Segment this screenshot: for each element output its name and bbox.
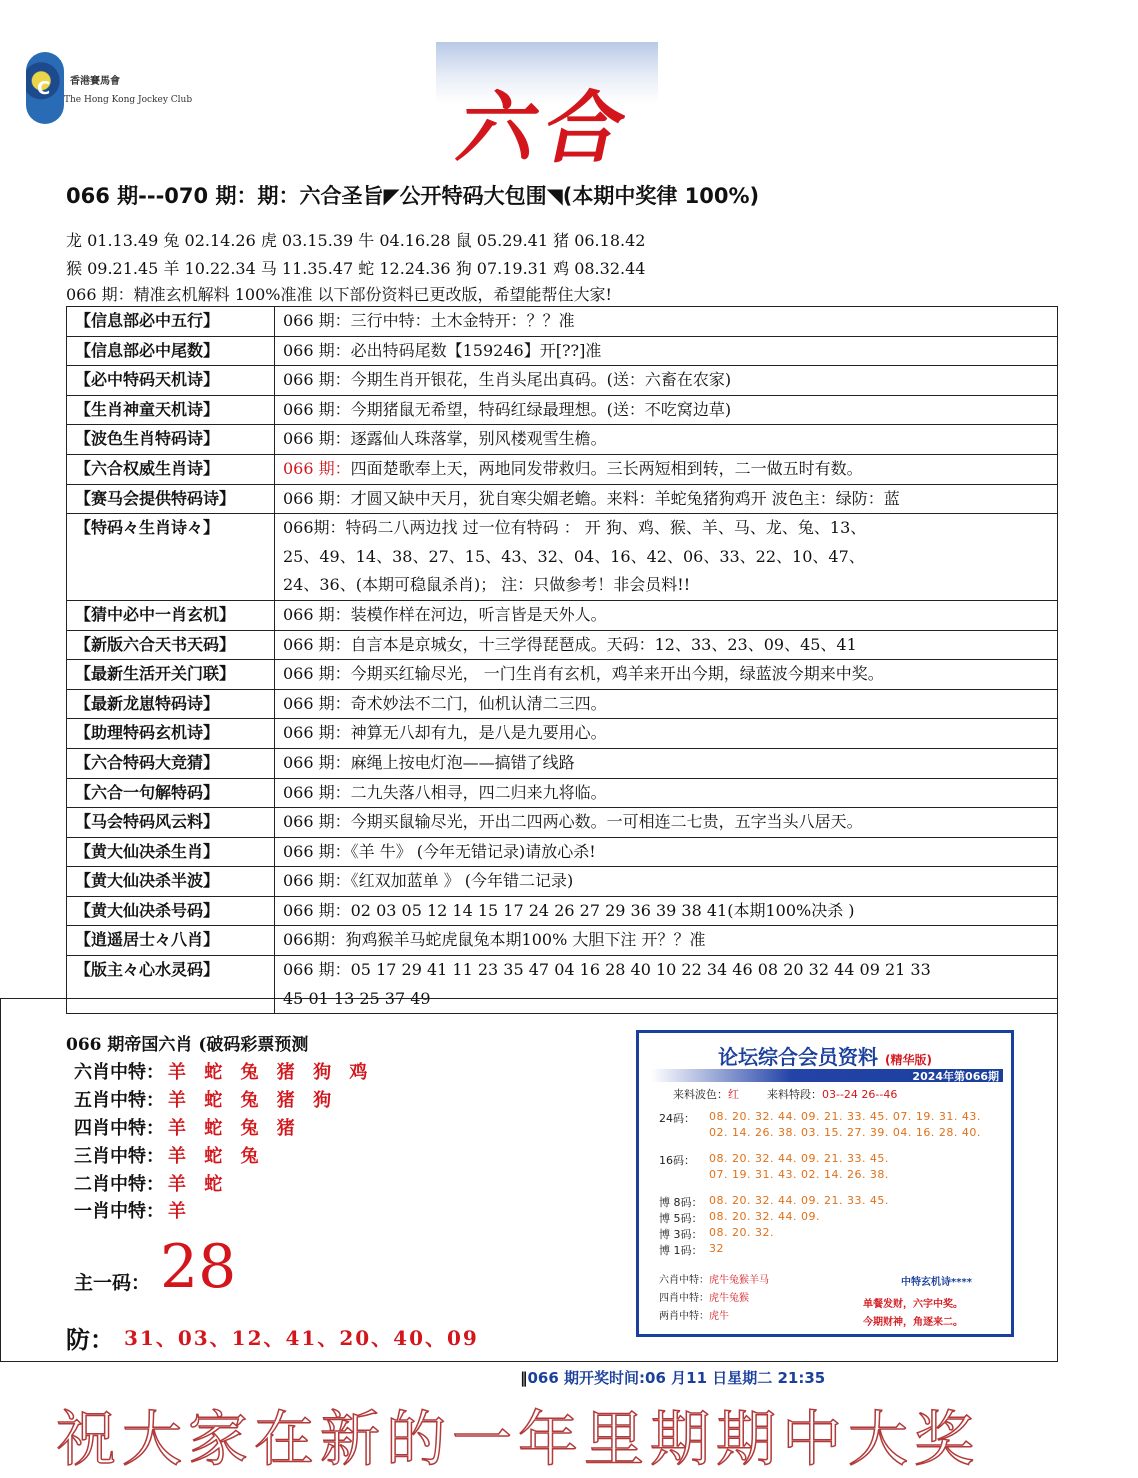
card-bo5-value: 08. 20. 32. 44. 09. xyxy=(709,1210,820,1223)
empire-row-label: 三肖中特： xyxy=(74,1146,164,1167)
card-four-line xyxy=(659,1289,749,1304)
empire-row-value: 羊 蛇 兔 猪 狗 鸡 xyxy=(168,1062,374,1083)
table-row xyxy=(67,307,1058,337)
table-row xyxy=(67,600,1058,630)
table-row xyxy=(67,484,1058,514)
table-row xyxy=(67,689,1058,719)
row-key: 【新版六合天书天码】 xyxy=(67,630,275,660)
row-key: 【助理特码玄机诗】 xyxy=(67,719,275,749)
row-value: 066 期：《红双加蓝单 》 (今年错二记录) xyxy=(275,867,1058,897)
table-row xyxy=(67,778,1058,808)
table-row xyxy=(67,896,1058,926)
row-value: 066 期：麻绳上按电灯泡——搞错了线路 xyxy=(275,748,1058,778)
card-bo1-value: 32 xyxy=(709,1242,724,1255)
empire-row xyxy=(74,1086,337,1112)
row-value xyxy=(275,454,1058,484)
table-row xyxy=(67,837,1058,867)
empire-title: 066 期帝国六肖 (破码彩票预测 xyxy=(66,1035,309,1055)
table-row xyxy=(67,630,1058,660)
row-key: 【六合权威生肖诗】 xyxy=(67,454,275,484)
guard-label: 防： xyxy=(66,1325,114,1354)
row-key: 【信息部必中尾数】 xyxy=(67,336,275,366)
zodiac-line-1: 龙 01.13.49 兔 02.14.26 虎 03.15.39 牛 04.16.28 鼠 05.29.41 猪 06.18.42 xyxy=(66,231,646,250)
row-value-line: 066期：特码二八两边找 过一位有特码 ： 开 狗、鸡、猴、羊、马、龙、兔、13、 xyxy=(283,518,867,538)
row-key: 【猜中必中一肖玄机】 xyxy=(67,600,275,630)
card-six-value: 虎牛兔猴羊马 xyxy=(709,1275,769,1286)
headline: 066 期---070 期：期：六合圣旨◤公开特码大包围◥(本期中奖律 100%) xyxy=(66,184,760,208)
row-key: 【马会特码风云料】 xyxy=(67,808,275,838)
card-bo5-label: 博 5码： xyxy=(659,1212,703,1225)
empire-row xyxy=(74,1142,265,1168)
card-six-line xyxy=(659,1271,769,1286)
empire-row xyxy=(74,1114,301,1140)
card-special-value: 03--24 26--46 xyxy=(821,1088,898,1101)
card-code16-line1: 08. 20. 32. 44. 09. 21. 33. 45. xyxy=(709,1152,889,1165)
row-value: 066 期：《羊 牛》 (今年无错记录)请放心杀! xyxy=(275,837,1058,867)
row-value-line: 24、36、(本期可稳鼠杀肖)； 注：只做参考！非会员料!! xyxy=(283,575,691,595)
card-bo8-label: 博 8码： xyxy=(659,1196,703,1209)
empire-row xyxy=(74,1170,228,1196)
row-value: 066 期：今期买红输尽光， 一门生肖有玄机，鸡羊来开出今期，绿蓝波今期来中奖。 xyxy=(275,660,1058,690)
card-poem-title: 中特玄机诗**** xyxy=(901,1277,972,1288)
empire-row-label: 六肖中特： xyxy=(74,1062,164,1083)
empire-row xyxy=(74,1197,192,1223)
draw-time xyxy=(520,1367,825,1388)
card-two-label: 两肖中特： xyxy=(659,1311,709,1322)
row-key: 【逍遥居士々八肖】 xyxy=(67,926,275,956)
card-code16-line2: 07. 19. 31. 43. 02. 14. 26. 38. xyxy=(709,1168,889,1181)
empire-row-value: 羊 蛇 兔 猪 狗 xyxy=(168,1090,338,1111)
card-edition: (精华版) xyxy=(884,1053,932,1067)
table-row xyxy=(67,395,1058,425)
row-key: 【黄大仙决杀号码】 xyxy=(67,896,275,926)
table-row xyxy=(67,719,1058,749)
footer-banner: 祝大家在新的一年里期期中大奖 xyxy=(56,1405,980,1475)
row-value: 066 期：神算无八却有九，是八是九要用心。 xyxy=(275,719,1058,749)
row-value: 066 期：三行中特：土木金特开：？？准 xyxy=(275,307,1058,337)
row-key: 【最新生活开关门联】 xyxy=(67,660,275,690)
row-value: 066 期：装模作样在河边，听言皆是天外人。 xyxy=(275,600,1058,630)
table-row xyxy=(67,748,1058,778)
table-row xyxy=(67,514,1058,601)
card-poem-line1: 单餐发财，六字中奖。 xyxy=(863,1299,963,1310)
card-code24-line2: 02. 14. 26. 38. 03. 15. 27. 39. 04. 16. 28. 40. xyxy=(709,1126,981,1139)
empire-row-value: 羊 蛇 xyxy=(168,1174,229,1195)
empire-row-value: 羊 蛇 兔 xyxy=(168,1146,265,1167)
row-value-line: 066 期：05 17 29 41 11 23 35 47 04 16 28 40 10 22 34 46 08 20 32 44 09 21 33 xyxy=(283,960,931,980)
card-two-value: 虎牛 xyxy=(709,1311,729,1322)
draw-prefix: ‖ xyxy=(520,1369,528,1387)
card-wave-label: 来料波色： xyxy=(673,1088,728,1101)
table-row xyxy=(67,454,1058,484)
zodiac-line-2: 猴 09.21.45 羊 10.22.34 马 11.35.47 蛇 12.24.36 狗 07.19.31 鸡 08.32.44 xyxy=(66,259,646,278)
row-key: 【六合特码大竞猜】 xyxy=(67,748,275,778)
card-two-line xyxy=(659,1307,729,1322)
row-key: 【赛马会提供特码诗】 xyxy=(67,484,275,514)
row-value-line: 45 01 13 25 37 49 xyxy=(283,988,431,1008)
row-value: 066期：狗鸡猴羊马蛇虎鼠兔本期100% 大胆下注 开？？准 xyxy=(275,926,1058,956)
guard-values: 31、03、12、41、20、40、09 xyxy=(124,1326,479,1350)
card-special-label: 来料特段： xyxy=(766,1088,822,1101)
card-title xyxy=(639,1041,1011,1070)
card-bo3-value: 08. 20. 32. xyxy=(709,1226,774,1239)
row-key: 【生肖神童天机诗】 xyxy=(67,395,275,425)
row-value: 066 期：02 03 05 12 14 15 17 24 26 27 29 36 39 38 41(本期100%决杀 ) xyxy=(275,896,1058,926)
row-value: 066 期：才圆又缺中天月，犹自寒尖媚老蟾。来料：羊蛇兔猪狗鸡开 波色主：绿防：蓝 xyxy=(275,484,1058,514)
row-value: 066 期：今期买鼠输尽光，开出二四两心数。一可相连二七贵，五字当头八居天。 xyxy=(275,808,1058,838)
row-key: 【波色生肖特码诗】 xyxy=(67,425,275,455)
card-code24-line1: 08. 20. 32. 44. 09. 21. 33. 45. 07. 19. 31. 43. xyxy=(709,1110,981,1123)
card-bo3-label: 博 3码： xyxy=(659,1228,703,1241)
empire-row-value: 羊 蛇 兔 猪 xyxy=(168,1118,301,1139)
main-code: 28 xyxy=(160,1232,237,1302)
row-value-text: 四面楚歌奉上天，两地同发带救归。三长两短相到转，二一做五时有数。 xyxy=(350,458,863,478)
jockey-club-logo: C xyxy=(26,52,64,124)
row-value: 066 期：自言本是京城女，十三学得琵琶成。天码：12、33、23、09、45、41 xyxy=(275,630,1058,660)
main-code-label: 主一码： xyxy=(74,1272,151,1294)
table-row xyxy=(67,366,1058,396)
table-row xyxy=(67,660,1058,690)
card-six-label: 六肖中特： xyxy=(659,1275,709,1286)
card-bo8-value: 08. 20. 32. 44. 09. 21. 33. 45. xyxy=(709,1194,889,1207)
row-key: 【版主々心水灵码】 xyxy=(67,956,275,1014)
row-value-line: 25、49、14、38、27、15、43、32、04、16、42、06、33、22、10、47、 xyxy=(283,546,865,566)
empire-row-label: 一肖中特： xyxy=(74,1201,164,1222)
table-row xyxy=(67,336,1058,366)
row-key: 【最新龙崽特码诗】 xyxy=(67,689,275,719)
card-code16-label: 16码： xyxy=(659,1154,695,1167)
table-row xyxy=(67,867,1058,897)
row-value: 066 期：奇术妙法不二门，仙机认清二三四。 xyxy=(275,689,1058,719)
row-value: 066 期：今期猪鼠无希望，特码红绿最理想。(送：不吃窝边草) xyxy=(275,395,1058,425)
logo-chinese-text: 香港賽馬會 xyxy=(70,76,120,87)
card-poem-line2: 今期财神，角逐来二。 xyxy=(863,1317,963,1328)
empire-row xyxy=(74,1058,373,1084)
table-row xyxy=(67,926,1058,956)
empire-row-value: 羊 xyxy=(168,1201,192,1222)
card-year-issue: 2024年第066期 xyxy=(912,1070,999,1083)
row-key: 【必中特码天机诗】 xyxy=(67,366,275,396)
prediction-table xyxy=(66,306,1058,1014)
card-code24-label: 24码： xyxy=(659,1112,695,1125)
card-wave-line xyxy=(673,1086,897,1102)
row-key: 【六合一句解特码】 xyxy=(67,778,275,808)
empire-row-label: 四肖中特： xyxy=(74,1118,164,1139)
card-four-value: 虎牛兔猴 xyxy=(709,1293,749,1304)
banner-title: 六合 xyxy=(449,83,642,174)
intro-line: 066 期：精准玄机解料 100%准准 以下部份资料已更改版，希望能帮住大家! xyxy=(66,285,612,304)
member-info-card xyxy=(636,1030,1014,1337)
empire-row-label: 五肖中特： xyxy=(74,1090,164,1111)
empire-row-label: 二肖中特： xyxy=(74,1174,164,1195)
table-row xyxy=(67,808,1058,838)
row-value: 066 期：二九失落八相寻，四二归来九将临。 xyxy=(275,778,1058,808)
row-value-issue: 066 期： xyxy=(283,458,351,478)
row-key: 【黄大仙决杀生肖】 xyxy=(67,837,275,867)
row-value: 066 期：逐露仙人珠落掌，别风楼观雪生檐。 xyxy=(275,425,1058,455)
logo-english-text: The Hong Kong Jockey Club xyxy=(64,95,193,105)
draw-time-text: 066 期开奖时间:06 月11 日星期二 21:35 xyxy=(527,1369,826,1387)
card-bo1-label: 博 1码： xyxy=(659,1244,703,1257)
card-four-label: 四肖中特： xyxy=(659,1293,709,1304)
card-wave-value: 红 xyxy=(728,1088,739,1101)
row-value: 066 期：今期生肖开银花，生肖头尾出真码。(送：六畜在农家) xyxy=(275,366,1058,396)
table-row xyxy=(67,425,1058,455)
row-key: 【信息部必中五行】 xyxy=(67,307,275,337)
row-value: 066 期：必出特码尾数【159246】开[??]准 xyxy=(275,336,1058,366)
row-key: 【特码々生肖诗々】 xyxy=(67,514,275,601)
row-value xyxy=(275,514,1058,601)
row-key: 【黄大仙决杀半波】 xyxy=(67,867,275,897)
card-title-text: 论坛综合会员资料 xyxy=(718,1045,879,1069)
